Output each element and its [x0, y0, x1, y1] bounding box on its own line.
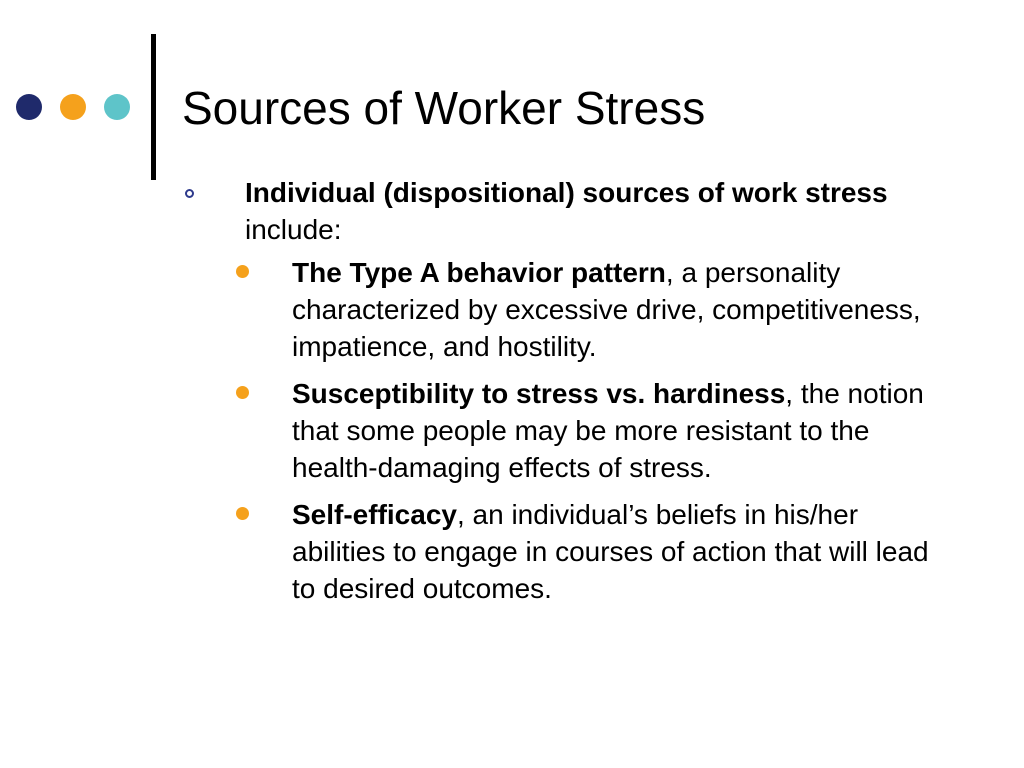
sub-bullet-item [180, 496, 942, 607]
slide-title: Sources of Worker Stress [182, 82, 706, 134]
sub-bullet-description: , a personality characterized by excessive drive, competitiveness, impatience, and hostility. [292, 257, 921, 362]
navy-dot-icon [16, 94, 42, 120]
orange-dot-icon [60, 94, 86, 120]
sub-bullet-term: Self-efficacy [292, 499, 457, 530]
sub-bullet-item [180, 375, 942, 486]
sub-bullet-term: The Type A behavior pattern [292, 257, 666, 288]
main-bullet-item [180, 174, 905, 248]
sub-bullet-term: Susceptibility to stress vs. hardiness [292, 378, 786, 409]
orange-bullet-icon [236, 265, 249, 278]
main-bullet-text: include: [245, 214, 342, 245]
hollow-circle-bullet-icon [185, 189, 194, 198]
title-divider-line [151, 34, 156, 180]
slide-body [180, 174, 980, 617]
sub-bullet-item [180, 254, 942, 365]
orange-bullet-icon [236, 507, 249, 520]
sub-bullet-list [180, 254, 980, 607]
main-bullet-bold-text: Individual (dispositional) sources of work stress [245, 177, 888, 208]
decorative-dots [16, 94, 136, 120]
orange-bullet-icon [236, 386, 249, 399]
teal-dot-icon [104, 94, 130, 120]
sub-bullet-description: , the notion that some people may be more resistant to the health-damaging effects of stress. [292, 378, 924, 483]
sub-bullet-description: , an individual’s beliefs in his/her abilities to engage in courses of action that will lead to desired outcomes. [292, 499, 929, 604]
